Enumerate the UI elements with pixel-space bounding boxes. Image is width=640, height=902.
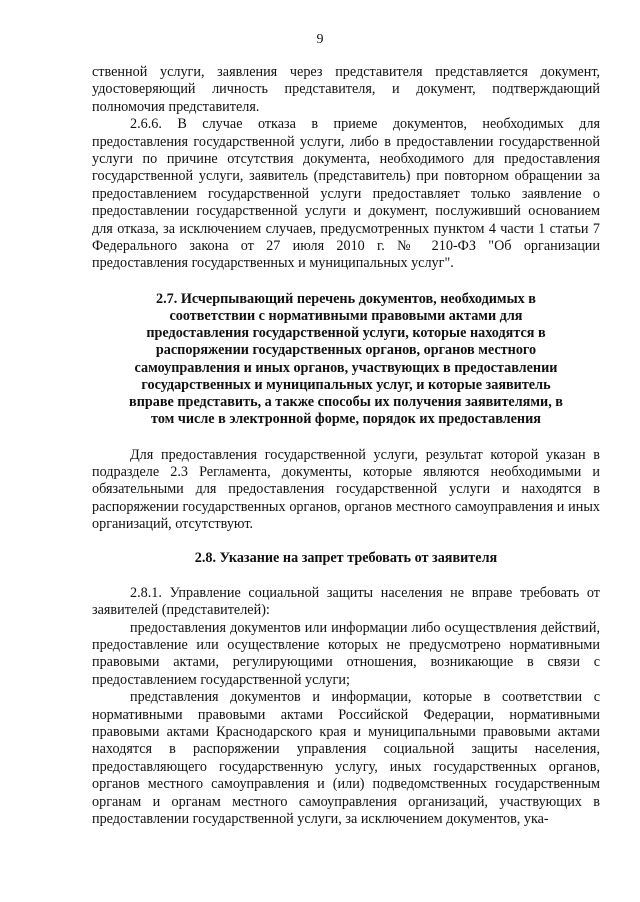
paragraph-2-6-6: 2.6.6. В случае отказа в приеме документов, необходимых для предоставления государственной услуги, либо в предоставлении государственной услуги по причине отсутствия документа, необходимого для предоставления государственной услуги, заявитель (представитель) при повторном обращении за предоставлением государственной услуги предоставляет только заявление о предоставлении государственной услуги и документ, послуживший основанием для отказа, за исключением случаев, предусмотренных пунктом 4 части 1 статьи 7 Федерального закона от 27 июля 2010 г. № 210-ФЗ "Об организации предоставления государственных и муниципальных услуг". [92, 116, 600, 272]
paragraph-documents-information: представления документов и информации, которые в соответствии с нормативными правовыми актами Российской Федерации, нормативными правовыми актами Краснодарского края и муниципальными правовыми актами находятся в распоряжении управления социальной защиты населения, предоставляющего государственную услугу, иных государственных органов, органов местного самоуправления и (или) подведомственных государственным органам и органам местного самоуправления организаций, участвующих в предоставлении государственной услуги, за исключением документов, ука- [92, 689, 600, 828]
paragraph-documents-actions: предоставления документов или информации либо осуществления действий, предоставление или осуществление которых не предусмотрено нормативными правовыми актами, регулирующими отношения, возникающие в связи с предоставлением государственной услуги; [92, 619, 600, 688]
section-heading-2-8: 2.8. Указание на запрет требовать от заявителя [194, 549, 498, 566]
document-body [92, 64, 600, 828]
paragraph-2-8-1: 2.8.1. Управление социальной защиты населения не вправе требовать от заявителей (представителей): [92, 584, 600, 619]
section-heading-2-7: 2.7. Исчерпывающий перечень документов, необходимых в соответствии с нормативными правовыми актами для предоставления государственной услуги, которые находятся в распоряжении государственных органов, органов местного самоуправления и иных органов, участвующих в предоставлении государственных и муниципальных услуг, и которые заявитель вправе представить, а также способы их получения заявителями, в том числе в электронной форме, порядок их предоставления [129, 290, 563, 428]
page-number: 9 [316, 32, 324, 47]
section-2-7-text: Для предоставления государственной услуги, результат которой указан в подразделе 2.3 Регламента, документы, которые являются необходимыми и обязательными для предоставления государственной услуги и находятся в распоряжении государственных органов, органов местного самоуправления и иных организаций, отсутствуют. [92, 446, 600, 533]
paragraph-continuation: ственной услуги, заявления через представителя представляется документ, удостоверяющий личность представителя, и документ, подтверждающий полномочия представителя. [92, 64, 600, 115]
